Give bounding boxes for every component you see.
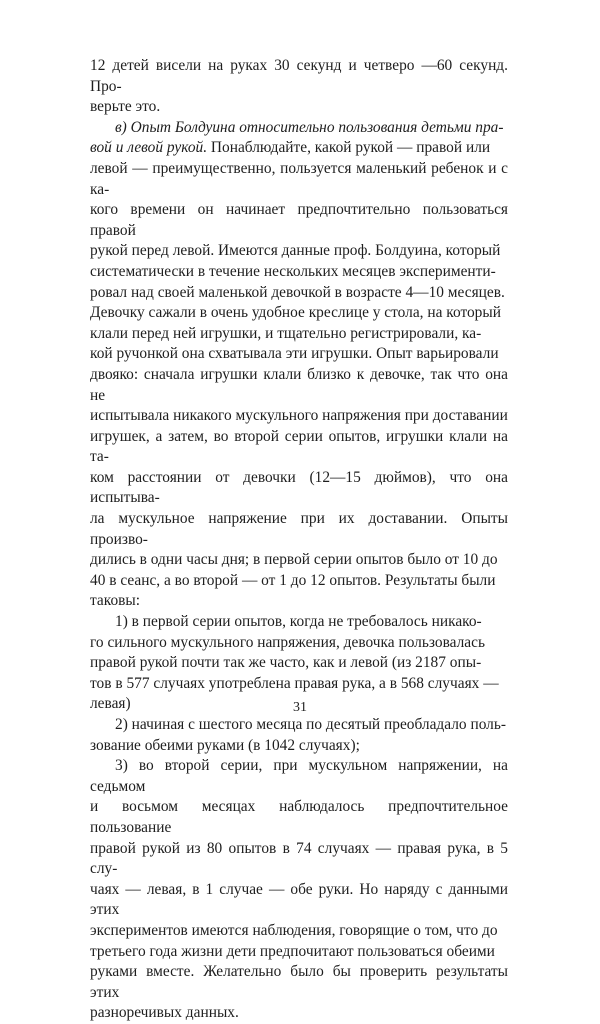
experiment-heading: в) Опыт Болдуина относительно пользования детьми пра- [115,118,504,136]
text-line: дились в одни часы дня; в первой серии опытов было от 10 до [90,551,498,569]
text-line: систематически в течение нескольких месяцев эксперименти- [90,262,496,280]
text-line: двояко: сначала игрушки клали близко к девочке, так что она не [90,365,508,404]
text-line: экспериментов имеются наблюдения, говорящие о том, что до [90,921,498,939]
text-line: испытывала никакого мускульного напряжения при доставании [90,407,508,425]
text-line: го сильного мускульного напряжения, девочка пользовалась [90,633,485,651]
text-line: Девочку сажали в очень удобное креслице у стола, на который [90,304,501,322]
text-line: ла мускульное напряжение при их доставании. Опыты произво- [90,510,508,548]
paragraph-continuation [90,56,508,118]
text-line: клали перед ней игрушки, и тщательно регистрировали, ка- [90,324,482,342]
page-number: 31 [293,700,307,715]
text-line: руками вместе. Желательно было бы проверить результаты этих [90,963,508,1001]
text-line: кой ручонкой она схватывала эти игрушки. Опыт варьировали [90,345,499,363]
text-line: 2) начиная с шестого месяца по десятый преобладало поль- [115,716,507,733]
text-line: тов в 577 случаях употреблена правая рука, а в 568 случаях — [90,674,499,692]
body-text [90,56,508,1024]
text-line: и восьмом месяцах наблюдалось предпочтительное пользование [90,798,508,836]
text-line: ком расстоянии от девочки (12—15 дюймов), что она испытыва- [90,468,508,507]
text-line: 1) в первой серии опытов, когда не требовалось никако- [115,613,482,631]
text-line: зование обеими руками (в 1042 случаях); [90,736,360,754]
text-line: левой — преимущественно, пользуется маленький ребенок и с ка- [90,159,508,198]
text-line: разноречивых данных. [90,1004,239,1022]
text-line: третьего года жизни дети предпочитают пользоваться обеими [90,942,495,960]
text-line: Понаблюдайте, какой рукой — правой или [207,139,491,157]
text-line: таковы: [90,592,141,610]
text-line: правой рукой из 80 опытов в 74 случаях — правая рука, в 5 слу- [90,839,508,878]
text-line: правой рукой почти так же часто, как и левой (из 2187 опы- [90,654,482,672]
text-line: 12 детей висели на руках 30 секунд и четверо —60 секунд. Про- [90,57,508,95]
experiment-heading-cont: вой и левой рукой. [90,139,208,157]
paragraph-result-3 [90,756,508,1024]
text-line: кого времени он начинает предпочтительно пользоваться правой [90,201,508,239]
text-line: 3) во второй серии, при мускульном напряжении, на седьмом [90,757,508,795]
text-line: 40 в сеанс, а во второй — от 1 до 12 опытов. Результаты были [90,571,496,589]
paragraph-baldwin-experiment [90,118,508,612]
text-line: игрушек, а затем, во второй серии опытов, игрушки клали на та- [90,427,508,466]
text-line: верьте это. [90,98,161,116]
text-line: рукой перед левой. Имеются данные проф. Болдуина, который [90,242,501,260]
text-line: чаях — левая, в 1 случае — обе руки. Но наряду с данными этих [90,880,508,919]
text-line: левая) [90,695,131,713]
text-line: ровал над своей маленькой девочкой в возрасте 4—10 месяцев. [90,283,505,301]
paragraph-result-2 [90,715,508,756]
